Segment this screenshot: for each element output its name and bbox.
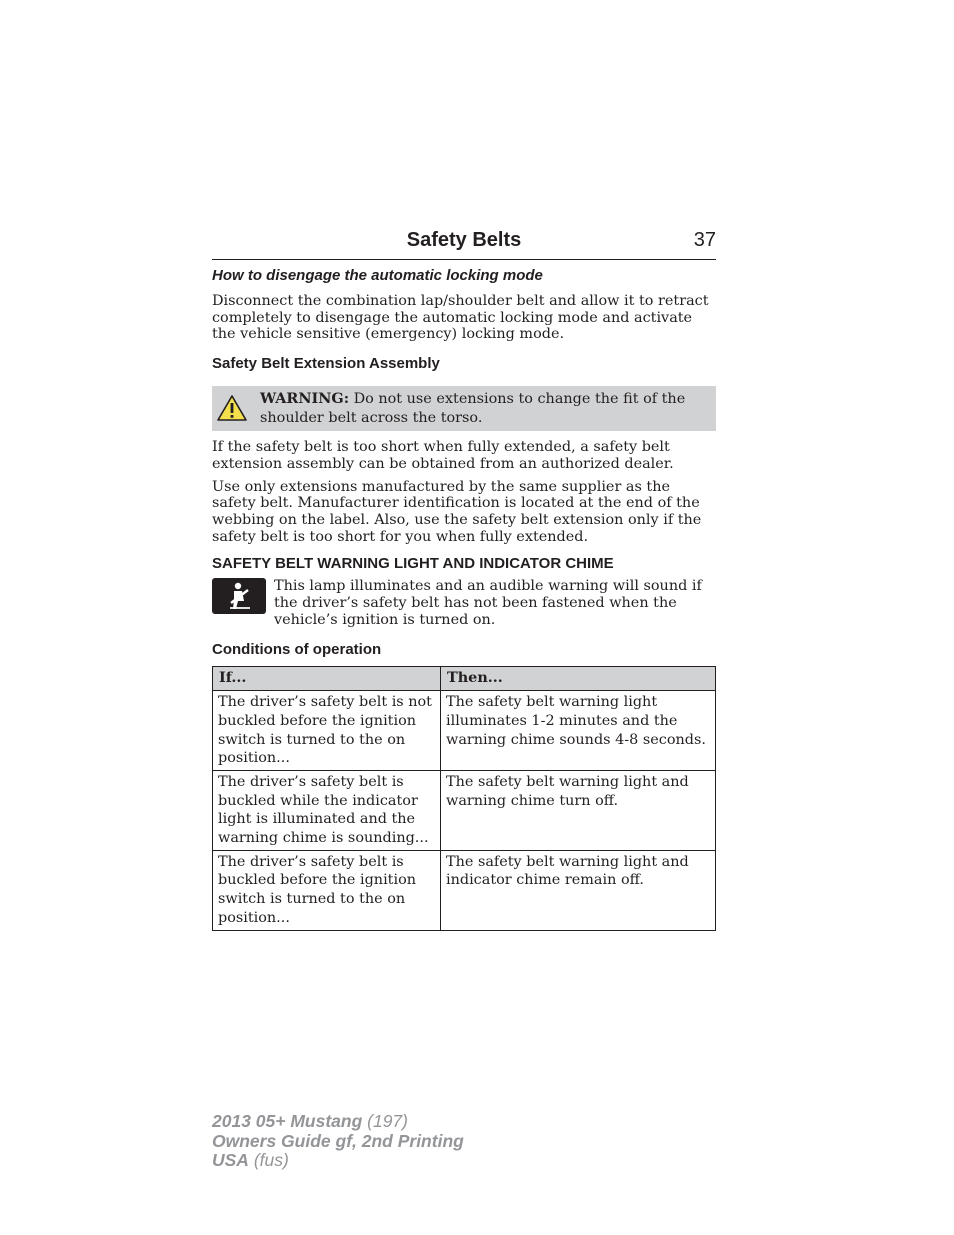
- extension-paragraph-1: If the safety belt is too short when fully extended, a safety belt extension assembly can be obtained from an authorized dealer.: [212, 439, 674, 472]
- footer-model: 2013 05+ Mustang: [212, 1111, 363, 1131]
- lamp-text: This lamp illuminates and an audible warning will sound if the driver’s safety belt has not been fastened when the vehicle’s ignition is turned on.: [274, 578, 702, 628]
- page-number: 37: [693, 229, 716, 251]
- footer-guide: Owners Guide gf, 2nd Printing: [212, 1130, 464, 1151]
- table-cell: The safety belt warning light and warning chime turn off.: [441, 770, 716, 850]
- warning-text-block: [260, 389, 700, 428]
- footer-market: USA: [212, 1150, 249, 1170]
- footer-line-3: [212, 1151, 464, 1171]
- warning-label: WARNING:: [260, 390, 350, 408]
- warning-text: Do not use extensions to change the fit of the shoulder belt across the torso.: [260, 391, 686, 427]
- page-title: Safety Belts: [406, 229, 522, 251]
- extension-paragraph-2: Use only extensions manufactured by the same supplier as the safety belt. Manufacturer identification is located at the end of the webbing on the label. Also, use the safety belt extension only if the safety belt is too short for you when fully extended.: [212, 478, 702, 545]
- footer-model-code: (197): [362, 1111, 408, 1131]
- footer-line-2: [212, 1132, 464, 1152]
- table-header-if: If...: [213, 667, 441, 691]
- footer-line-1: [212, 1112, 464, 1132]
- footer-market-code: (fus): [248, 1150, 289, 1170]
- warning-box: [212, 386, 716, 431]
- page-header: [212, 229, 716, 260]
- conditions-table: [212, 666, 716, 930]
- table-cell: The driver’s safety belt is buckled while the indicator light is illuminated and the warning chime is sounding...: [213, 770, 441, 850]
- table-header-row: [213, 667, 716, 691]
- disengage-heading: How to disengage the automatic locking mode: [212, 267, 543, 284]
- table-header-then: Then...: [441, 667, 716, 691]
- conditions-heading: Conditions of operation: [212, 641, 382, 659]
- table-cell: The safety belt warning light and indicator chime remain off.: [441, 850, 716, 930]
- table-cell: The safety belt warning light illuminates 1-2 minutes and the warning chime sounds 4-8 seconds.: [441, 691, 716, 771]
- table-cell: The driver’s safety belt is not buckled before the ignition switch is turned to the on position...: [213, 691, 441, 771]
- extension-heading: Safety Belt Extension Assembly: [212, 355, 440, 373]
- chime-heading: SAFETY BELT WARNING LIGHT AND INDICATOR CHIME: [212, 555, 614, 573]
- table-cell: The driver’s safety belt is buckled before the ignition switch is turned to the on position...: [213, 850, 441, 930]
- table-row: [213, 770, 716, 850]
- table-row: [213, 850, 716, 930]
- disengage-text: Disconnect the combination lap/shoulder belt and allow it to retract completely to disengage the automatic locking mode and activate the vehicle sensitive (emergency) locking mode.: [212, 293, 709, 343]
- warning-triangle-icon: [212, 389, 260, 426]
- page-footer: [212, 1112, 464, 1171]
- main-content: [212, 267, 716, 931]
- lamp-row: [212, 578, 716, 628]
- table-row: [213, 691, 716, 771]
- seatbelt-warning-icon: [212, 578, 266, 614]
